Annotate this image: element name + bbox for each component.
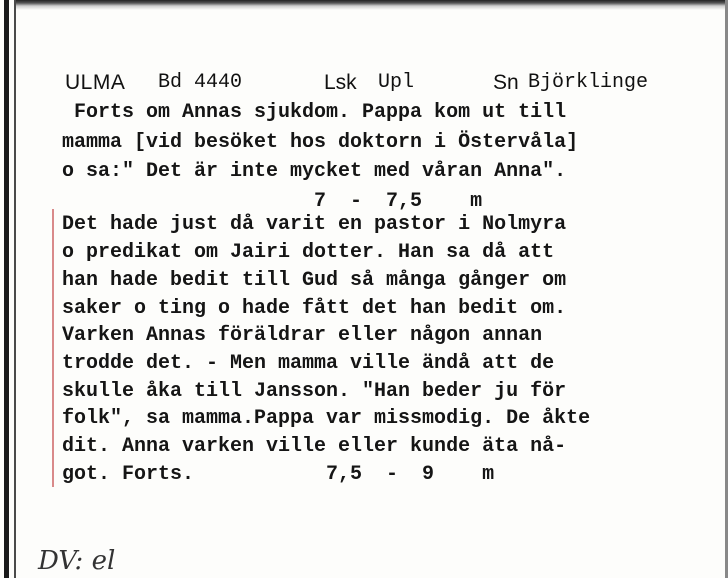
text-line: dit. Anna varken ville eller kunde äta nå- [62,435,567,458]
text-line: Varken Annas föräldrar eller någon annan [62,324,543,347]
card-top-edge [16,0,728,10]
volume-number: Bd 4440 [158,71,243,94]
red-margin-line [52,209,54,487]
parish-label: Sn [493,71,519,94]
text-line: skulle åka till Jansson. "Han beder ju för [62,380,567,403]
text-line: han hade bedit till Gud så många gånger om [62,269,567,292]
county-name: Upl [378,71,415,94]
text-line: o predikat om Jairi dotter. Han sa då att [62,241,555,264]
text-line: saker o ting o hade fått det han bedit om. [62,297,567,320]
handwritten-signature: DV: el [38,546,116,576]
county-label: Lsk [324,71,357,94]
text-line: trodde det. - Men mamma ville ändå att de [62,352,555,375]
text-line: Forts om Annas sjukdom. Pappa kom ut till [62,101,567,124]
text-line: o sa:" Det är inte mycket med våran Anna". [62,160,567,183]
text-line: folk", sa mamma.Pappa var missmodig. De åkte [62,407,591,430]
parish-name: Björklinge [528,71,649,94]
text-line: mamma [vid besöket hos doktorn i Östervåla] [62,131,579,154]
archive-code: ULMA [65,71,126,94]
card-left-edge [4,0,9,578]
text-line: Det hade just då varit en pastor i Nolmyra [62,213,567,236]
card-left-edge-line [14,0,16,578]
time-range: 7 - 7,5 m [62,190,483,213]
text-line: got. Forts. 7,5 - 9 m [62,463,495,486]
